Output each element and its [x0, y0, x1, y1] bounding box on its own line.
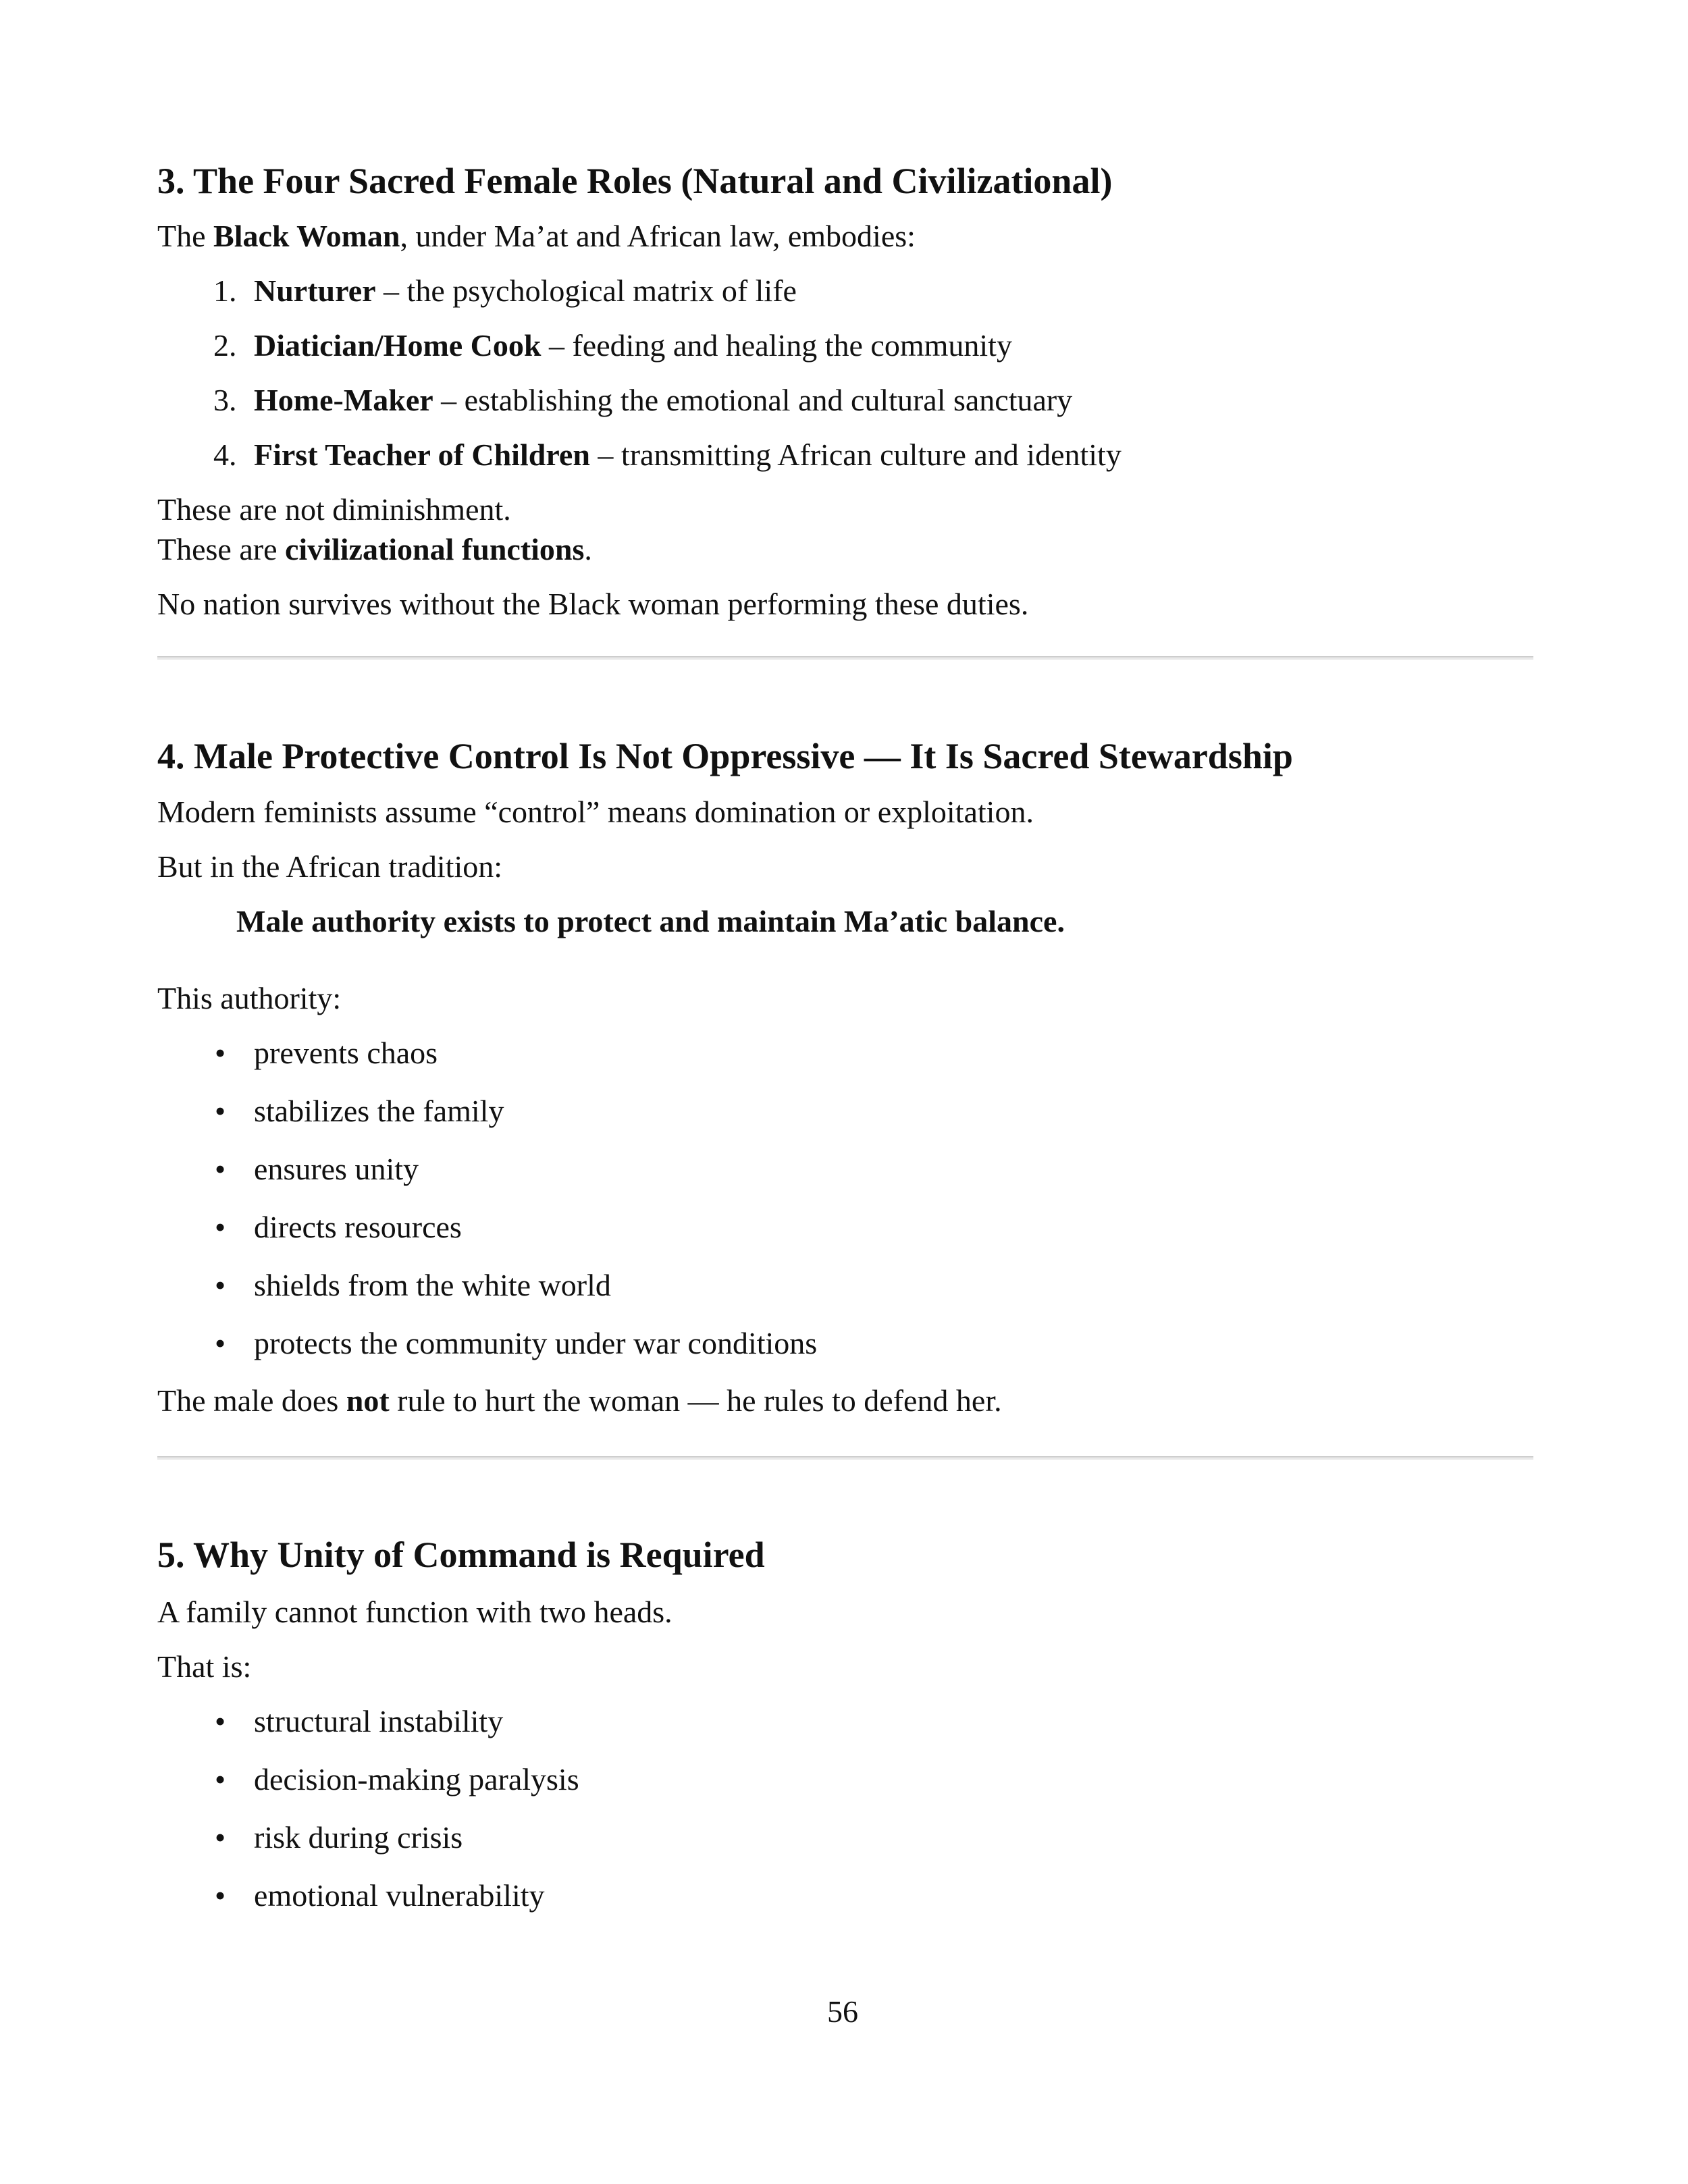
role-number: 2. — [213, 328, 237, 363]
list-item: directs resources — [254, 1210, 462, 1244]
section-3-heading: 3. The Four Sacred Female Roles (Natural and Civilizational) — [157, 161, 1113, 201]
section-4-paragraph-1: Modern feminists assume “control” means domination or exploitation. — [157, 795, 1034, 829]
intro-text-end: , under Ma’at and African law, embodies: — [400, 219, 916, 253]
section-3-line-not: These are not diminishment. — [157, 492, 511, 527]
role-number: 3. — [213, 383, 237, 417]
closing-bold: not — [346, 1383, 390, 1418]
bullet-icon: • — [215, 1762, 226, 1796]
page-number: 56 — [827, 1994, 858, 2029]
line-are-bold: civilizational functions — [285, 532, 585, 566]
bullet-icon: • — [215, 1036, 226, 1070]
list-item: ensures unity — [254, 1152, 419, 1186]
section-4-quote: Male authority exists to protect and maintain Ma’atic balance. — [236, 904, 1065, 938]
role-description: – establishing the emotional and cultural sanctuary — [433, 383, 1073, 417]
bullet-icon: • — [215, 1326, 226, 1360]
intro-bold: Black Woman — [213, 219, 400, 253]
section-3-closing: No nation survives without the Black woman performing these duties. — [157, 587, 1029, 621]
list-item: structural instability — [254, 1704, 504, 1738]
role-description: – feeding and healing the community — [541, 328, 1012, 363]
list-item: stabilizes the family — [254, 1094, 504, 1128]
section-5-paragraph-2: That is: — [157, 1649, 252, 1684]
role-item — [254, 381, 1072, 419]
role-description: – transmitting African culture and identity — [589, 437, 1122, 472]
list-item: protects the community under war conditions — [254, 1326, 818, 1360]
section-4-closing — [157, 1382, 1002, 1420]
role-item — [254, 327, 1012, 365]
role-name: First Teacher of Children — [254, 437, 590, 472]
section-3-line-are — [157, 531, 592, 568]
section-4-paragraph-2: But in the African tradition: — [157, 849, 503, 884]
closing-text: The male does — [157, 1383, 346, 1418]
line-are-end: . — [584, 532, 592, 566]
role-number: 4. — [213, 437, 237, 472]
section-divider — [157, 1456, 1533, 1460]
role-item — [254, 272, 797, 310]
bullet-icon: • — [215, 1268, 226, 1302]
intro-text: The — [157, 219, 214, 253]
role-number: 1. — [213, 273, 237, 308]
line-are-text: These are — [157, 532, 285, 566]
role-name: Nurturer — [254, 273, 376, 308]
bullet-icon: • — [215, 1704, 226, 1738]
bullet-icon: • — [215, 1820, 226, 1855]
role-description: – the psychological matrix of life — [375, 273, 797, 308]
section-4-heading: 4. Male Protective Control Is Not Oppressive — It Is Sacred Stewardship — [157, 736, 1293, 776]
bullet-icon: • — [215, 1210, 226, 1244]
role-item — [254, 436, 1122, 474]
bullet-icon: • — [215, 1878, 226, 1913]
list-item: risk during crisis — [254, 1820, 463, 1855]
section-5-heading: 5. Why Unity of Command is Required — [157, 1535, 765, 1575]
bullet-icon: • — [215, 1094, 226, 1128]
bullet-icon: • — [215, 1152, 226, 1186]
role-name: Diatician/Home Cook — [254, 328, 542, 363]
section-5-paragraph-1: A family cannot function with two heads. — [157, 1595, 672, 1629]
section-4-paragraph-3: This authority: — [157, 981, 342, 1015]
list-item: emotional vulnerability — [254, 1878, 545, 1913]
list-item: prevents chaos — [254, 1036, 438, 1070]
list-item: decision-making paralysis — [254, 1762, 579, 1796]
list-item: shields from the white world — [254, 1268, 611, 1302]
section-3-intro — [157, 217, 916, 255]
section-divider — [157, 656, 1533, 660]
role-name: Home-Maker — [254, 383, 433, 417]
closing-text-end: rule to hurt the woman — he rules to defend her. — [389, 1383, 1002, 1418]
